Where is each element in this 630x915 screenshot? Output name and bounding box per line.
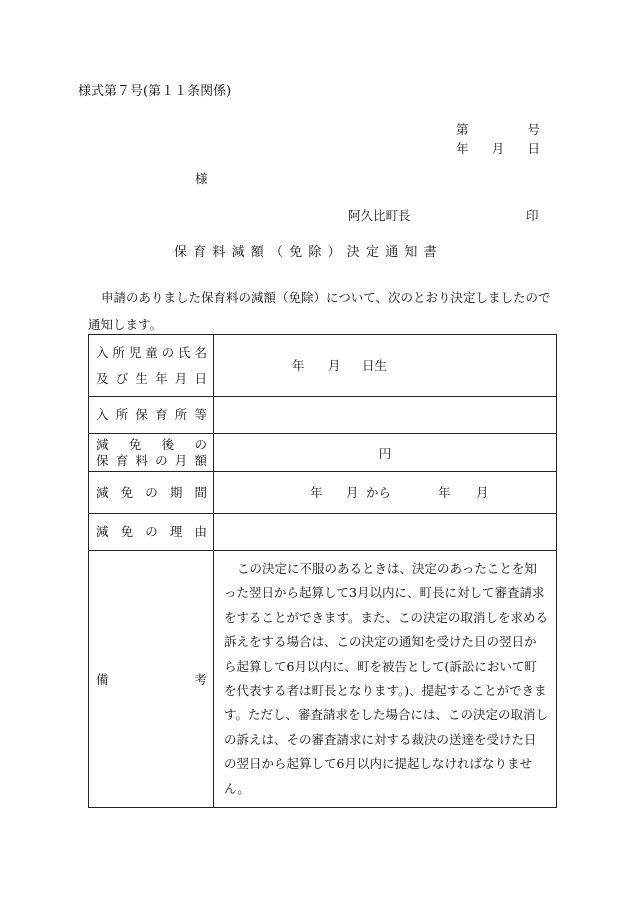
label-char: 額 bbox=[194, 452, 207, 468]
table-row bbox=[89, 551, 557, 808]
label-char: 生 bbox=[135, 370, 148, 386]
period-from-year: 年 bbox=[310, 484, 323, 500]
label-char: 考 bbox=[194, 672, 207, 688]
fee-label-line2 bbox=[96, 453, 207, 469]
label-char: 免 bbox=[120, 524, 134, 539]
label-char: 保 bbox=[96, 452, 109, 468]
label-char: 年 bbox=[155, 370, 168, 386]
label-char: の bbox=[194, 436, 207, 452]
label-char: 氏 bbox=[178, 344, 191, 360]
child-name-label-line2 bbox=[96, 369, 207, 389]
child-name-value bbox=[214, 335, 557, 397]
number-suffix: 号 bbox=[527, 122, 540, 137]
label-char: 間 bbox=[194, 484, 207, 500]
form-number: 様式第７号(第１１条関係) bbox=[78, 84, 232, 99]
birth-day: 日生 bbox=[362, 357, 388, 373]
date-day: 日 bbox=[527, 141, 540, 156]
reason-value bbox=[214, 514, 557, 551]
table-row bbox=[89, 335, 557, 397]
label-char: 理 bbox=[169, 524, 183, 539]
label-char: の bbox=[145, 524, 158, 539]
table-row bbox=[89, 514, 557, 551]
label-char: 育 bbox=[115, 452, 129, 468]
label-char: 所 bbox=[115, 407, 129, 422]
label-char: 日 bbox=[194, 370, 207, 386]
decision-table bbox=[88, 334, 557, 808]
issue-date bbox=[456, 143, 540, 156]
document-title: 保育料減額（免除）決定通知書 bbox=[174, 245, 443, 260]
child-name-label-line1 bbox=[96, 343, 207, 363]
number-prefix: 第 bbox=[456, 122, 469, 137]
facility-label bbox=[89, 397, 214, 434]
addressee-honorific: 様 bbox=[195, 171, 208, 186]
remarks-text: この決定に不服のあるときは、決定のあったことを知った翌日から起算して3月以内に、町長に対して審査請求をすることができます。また、この決定の取消しを求める訴えをする場合は、この決定の通知を受けた日の翌日から起算して6月以内に、町を被告として(訴訟において町を代表する者は町長となります。)、提起することができます。ただし、審査請求をした場合には、この決定の取消しの訴えは、その審査請求に対する裁決の送達を受けた日の翌日から起算して6月以内に提起しなければなりません。 bbox=[214, 551, 557, 808]
seal-mark: 印 bbox=[526, 208, 539, 223]
label-char: 所 bbox=[174, 407, 188, 422]
issuer-name: 阿久比町長 bbox=[348, 208, 411, 223]
label-char: 月 bbox=[174, 370, 188, 386]
period-label bbox=[89, 472, 214, 514]
label-char: 期 bbox=[169, 484, 183, 500]
table-row bbox=[89, 472, 557, 514]
birth-year: 年 bbox=[292, 357, 305, 373]
label-char: 児 bbox=[128, 344, 142, 360]
label-char: 減 bbox=[96, 436, 109, 452]
label-char: 及 bbox=[96, 370, 109, 386]
label-char: 育 bbox=[155, 407, 168, 422]
fee-value bbox=[214, 434, 557, 472]
label-char: 備 bbox=[96, 672, 109, 688]
label-char: の bbox=[161, 344, 175, 360]
label-char: 入 bbox=[96, 407, 109, 422]
fee-label-line1 bbox=[96, 437, 207, 453]
label-char: 保 bbox=[135, 407, 148, 422]
document-number bbox=[456, 124, 540, 137]
label-char: 減 bbox=[96, 524, 109, 539]
date-month: 月 bbox=[491, 141, 505, 156]
label-char: 免 bbox=[120, 484, 134, 500]
label-char: 月 bbox=[174, 452, 188, 468]
label-char: 減 bbox=[96, 484, 109, 500]
remarks-label bbox=[89, 551, 214, 808]
period-value bbox=[214, 472, 557, 514]
label-char: 後 bbox=[161, 436, 175, 452]
label-char: 等 bbox=[194, 407, 207, 422]
table-row bbox=[89, 397, 557, 434]
facility-value bbox=[214, 397, 557, 434]
reason-label bbox=[89, 514, 214, 551]
label-char: の bbox=[145, 484, 158, 500]
child-name-label bbox=[89, 335, 214, 397]
fee-label bbox=[89, 434, 214, 472]
period-to-year: 年 bbox=[438, 484, 451, 500]
fee-unit: 円 bbox=[378, 445, 392, 461]
label-char: び bbox=[115, 370, 129, 386]
label-char: 料 bbox=[135, 452, 148, 468]
label-char: 免 bbox=[128, 436, 142, 452]
label-char: の bbox=[155, 452, 168, 468]
period-from-month: 月 bbox=[346, 484, 359, 500]
label-char: 名 bbox=[194, 344, 207, 360]
table-row bbox=[89, 434, 557, 472]
birth-month: 月 bbox=[328, 357, 341, 373]
period-from: から bbox=[366, 484, 392, 500]
label-char: 由 bbox=[194, 524, 207, 539]
date-year: 年 bbox=[456, 141, 469, 156]
period-to-month: 月 bbox=[476, 484, 489, 500]
intro-text: 申請のありました保育料の減額（免除）について、次のとおり決定しましたので通知します。 bbox=[88, 290, 551, 332]
label-char: 入 bbox=[96, 344, 109, 360]
label-char: 童 bbox=[145, 344, 158, 360]
label-char: 所 bbox=[112, 344, 125, 360]
